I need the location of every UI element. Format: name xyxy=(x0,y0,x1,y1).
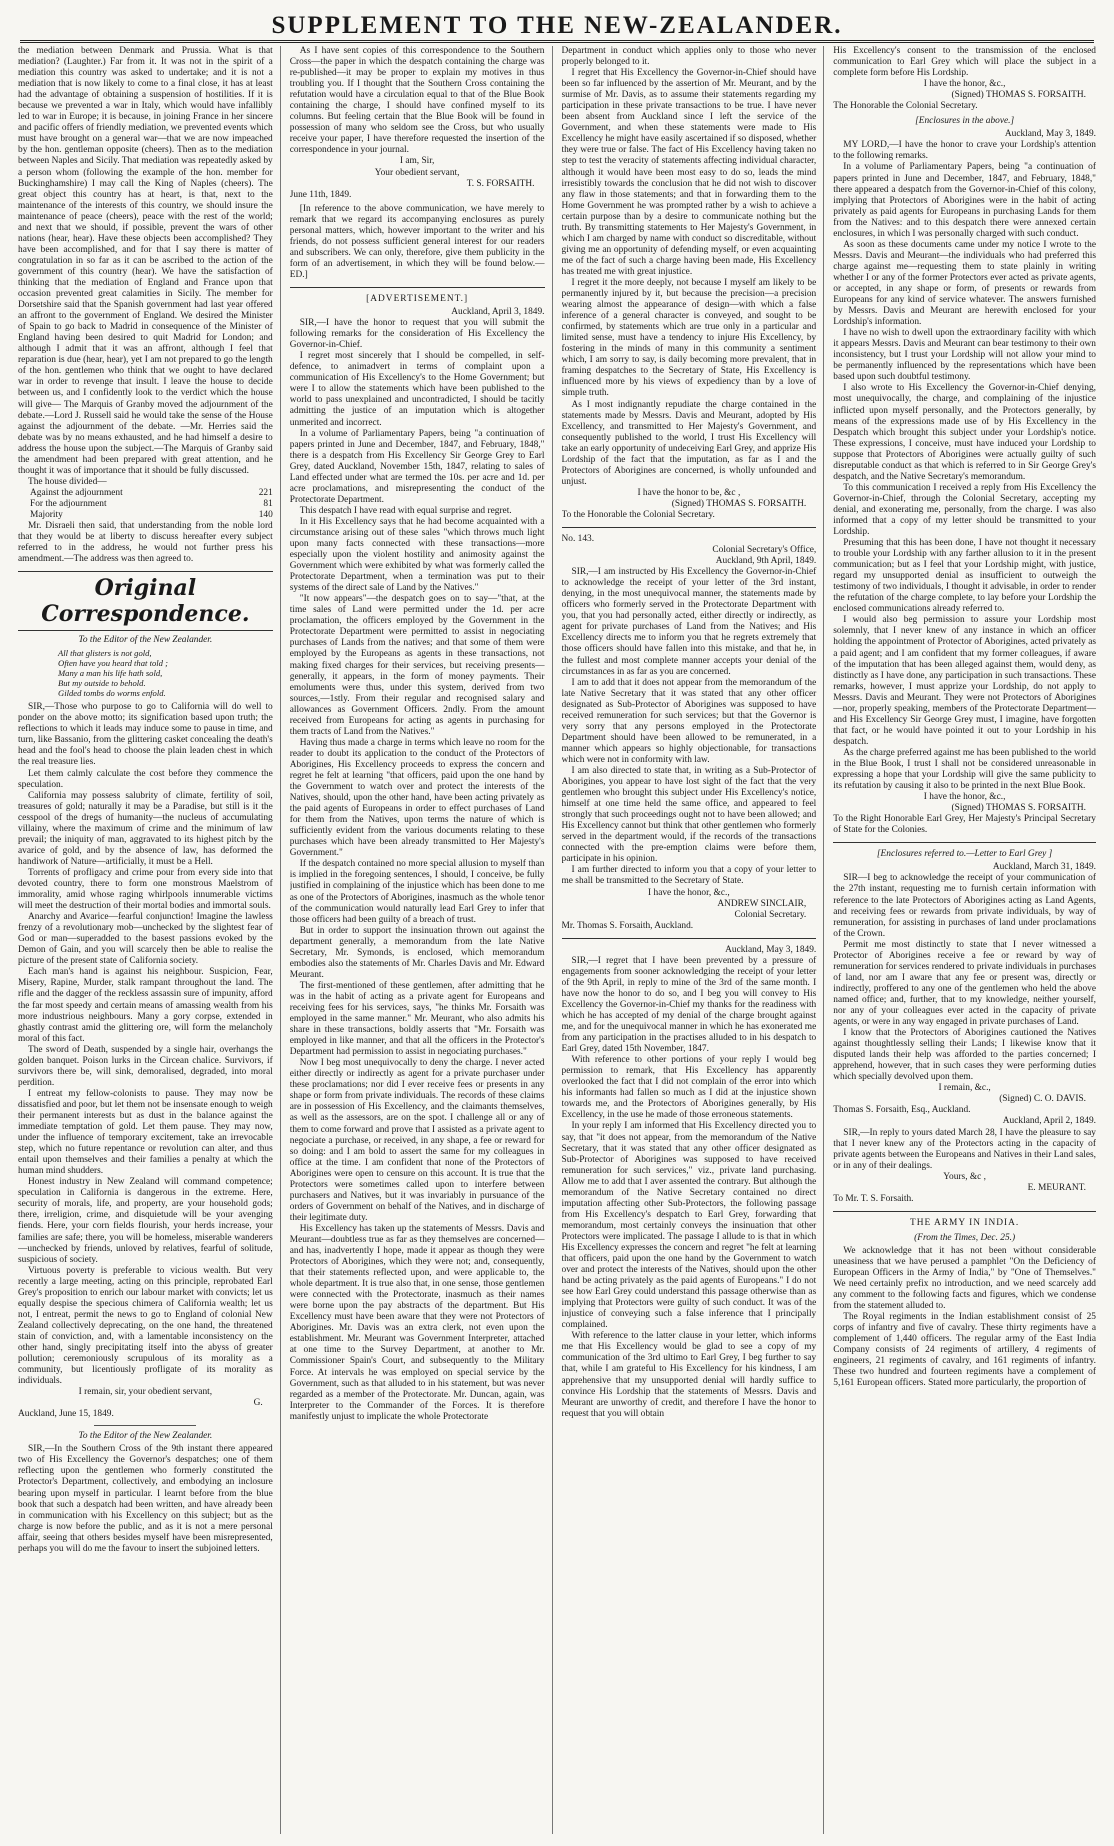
debate-paragraph: the mediation between Denmark and Prussia. What is that mediation? (Laughter.) Far from it. It was not in the spirit of a mediation this country was asked to undertake; and it is not a mediation that is now likely to come to a final close, it has at least had the advantage of obtaining a suspension of hostilities. If it is because we prevented a war in Italy, which would have infallibly led to war in Europe; it is because, in joining France in her sincere and pacific offers of friendly mediation, we prevented events which must have brought on a general war—that we are now impeached by the hon. gentleman opposite (cheers). Then as to the mediation between Naples and Sicily. That mediation was repeatedly asked by a person whom (following the example of the hon. member for Buckinghamshire) I may call the King of Naples (cheers). The great object this country has at heart, is that, next to the maintenance of the interests of this country, we should insure the maintenance of peace (cheers), peace with the rest of the world; and next that we should, if possible, prevent the wars of other nations (hear, hear). Have these objects been accomplished? They have been accomplished, and for that I say there is matter of congratulation in so far as it can be ascribed to the action of the government of this country (hear). We have the satisfaction of thinking that the mediation of England and France upon that occasion prevented great calamities in Sicily. The member for Dorsetshire said that the Spanish government had last year offered an affront to the government of England. We desired the Minister of Spain to go back to Madrid in consequence of the Minister of England having been desired to quit Madrid for London; and although I admit that it was an affront, although I feel that reparation is due (hear, hear), yet I am not prepared to go the length of the hon. gentlemen who think that we ought to have declared war in order to revenge that insult. I leave the house to decide between us, and I confidently look to the verdict which the house will give— The Marquis of Granby moved the adjournment of the debate.—Lord J. Russell said he would take the sense of the House against the adjournment of the debate. —Mr. Herries said the debate was by no means exhausted, and he had himself a desire to address the house upon the subject.—The Marquis of Granby said the amendment had been prepared with great attention, and he thought it was of importance that it should be fully discussed. xyxy=(18,46,273,476)
divider-rule xyxy=(562,938,817,939)
letter-closing: I have the honor, &c., xyxy=(648,887,730,898)
letter-paragraph: I entreat my fellow-colonists to pause. They may now be dissatisfied and poor, but let them not be insensate enough to weigh their permanent interests but as dust in the balance against the immediate temptation of gold. Let them pause. They may now, under the influence of temporary excitement, take an irrevocable step, which no future repentance or revolution can alter, and thus entail upon themselves and their families a penalty at which the human mind shudders. xyxy=(18,1088,273,1177)
letter-addressee: To the Editor of the New Zealander. xyxy=(78,635,213,646)
letter-paragraph: Department in conduct which applies only to those who never properly belonged to it. xyxy=(561,46,817,68)
enclosure-heading: [Enclosures in the above.] xyxy=(915,116,1015,127)
letter-paragraph: In a volume of Parliamentary Papers, being "a continuation of papers printed in June and December, 1847, and February, 1848," there appeared a despatch from the Governor-in-Chief of this colony, implying that Protectors of Aborigines were in the habit of acting privately as paid agents for Europeans in purchasing Lands for them from the Natives: and to this despatch there were annexed certain enclosures, in which I was personally charged with such conduct. xyxy=(833,162,1096,239)
letter-signature: E. MEURANT. xyxy=(1027,1182,1086,1193)
vote-value: 140 xyxy=(258,509,273,520)
letter-paragraph: As soon as these documents came under my notice I wrote to the Messrs. Davis and Meurant—the individuals who had preferred this charge against me—requesting them to state plainly in writing whether I or any of the former Protectors ever acted as private agents, or accepted, in any shape or form, of presents or rewards from Europeans for any kind of service whatever. The answers furnished by Messrs. Davis and Meurant are herewith enclosed for your Lordship's information. xyxy=(833,239,1096,328)
letter-recipient: To Mr. T. S. Forsaith. xyxy=(833,1193,914,1204)
letter-paragraph: I am to add that it does not appear from the memorandum of the late Native Secretary that it was stated that any other officer designated as Sub-Protector of Aborigines was supposed to have received remuneration for such services; but that the Governor is very sorry that any persons employed in the Protectorate Department should have been allowed to be remunerated, in a manner which appears so highly objectionable, for transactions which were not in conformity with law. xyxy=(561,677,817,765)
vote-value: 221 xyxy=(258,487,273,498)
letter-paragraph: As I have sent copies of this correspondence to the Southern Cross—the paper in which the despatch containing the charge was re-published—it may be proper to explain my motives in thus troubling you. If I thought that the Southern Cross containing the refutation would have a circulation equal to that of the Blue Book containing the charge, I should have confined myself to its columns. But feeling certain that the Blue Book will be found in possession of many who seldom see the Cross, but who usually receive your paper, I have therefore requested the insertion of the correspondence in your journal. xyxy=(289,46,545,156)
poem-line: Many a man his life hath sold, xyxy=(58,668,163,679)
letter-paragraph: Virtuous poverty is preferable to vicious wealth. But very recently a large meeting, acting on this principle, reprobated Earl Grey's proposition to enrich our labour market with convicts; let us equally despise the specious chimera of California wealth; let us not, I entreat, permit the news to go to England of colonial New Zealand collectively deprecating, on the one hand, the threatened stain of conviction, and, with a lamentable inconsistency on the other hand, singly precipitating itself into the abyss of greater pollution; ceremoniously scrupulous of its morality as a community, but licentiously profligate of its morality as individuals. xyxy=(18,1265,273,1387)
column-4 xyxy=(833,46,1096,1834)
letter-paragraph: I would also beg permission to assure your Lordship most solemnly, that I never knew of any instance in which an officer holding the appointment of Protector of Aborigines, acted privately as a paid agent; and I am confident that my former colleagues, if aware of the imputation that has been alleged against them, would deny, as distinctly as I have done, any participation in such transactions. These remarks, however, I must apprize your Lordship, do not apply to Messrs. Davis and Meurant. They were not Protectors of Aborigines—nor, properly speaking, members of the Protectorate Department—and His Excellency Sir George Grey must, I imagine, have forgotten that fact, or he would have pointed it out to your Lordship in his despatch. xyxy=(833,615,1096,747)
letter-paragraph: His Excellency has taken up the statements of Messrs. Davis and Meurant—doubtless true as far as they themselves are concerned—and has, inadvertently I hope, made it appear as though they were Protectors of Aborigines, which they were not; and, consequently, that their statements reflected upon, and were applicable to, the whole department. It is true also that, in one sense, those gentlemen were connected with the Protectorate, inasmuch as their names were borne upon the pay abstracts of the department. But His Excellency must have been aware that they were not Protectors of Aborigines. Mr. Davis was an extra clerk, not even upon the establishment. Mr. Meurant was Government Interpreter, attached at one time to the Survey Department, at another to Mr. Commissioner Spain's Court, and subsequently to the Military Force. At intervals he was employed on special service by the Government, such as that alluded to in his statement, but was never regarded as a member of the Protectorate. Mr. Duncan, again, was Interpreter to the Commander of the Forces. It is therefore manifestly unjust to implicate the whole Protectorate xyxy=(289,1223,545,1422)
letter-signature: (Signed) THOMAS S. FORSAITH. xyxy=(951,90,1086,101)
vote-label: For the adjournment xyxy=(30,498,107,509)
letter-paragraph: SIR,—I regret that I have been prevented by a pressure of engagements from sooner acknowledging the receipt of your letter of the 9th April, in reply to mine of the 3rd of the same month. I have now the honor to do so, and I beg you will convey to His Excellency the Governor-in-Chief my thanks for the readiness with which he has accepted of my denial of the charge brought against me, and for the unequivocal manner in which he has exonerated me from any participation in the practises alluded to in his despatch to Earl Grey, dated 15th November, 1847. xyxy=(561,955,817,1055)
letter-date: Auckland, June 15, 1849. xyxy=(18,1409,114,1420)
letter-date: Auckland, April 2, 1849. xyxy=(1002,1116,1096,1127)
vote-row-majority xyxy=(18,510,273,521)
letter-paragraph: In your reply I am informed that His Excellency directed you to say, that "it does not appear, from the memorandum of the Native Secretary, that it was stated that any other officer designated as Sub-Protector of Aborigines was supposed to have received remuneration for such services," viz., private land purchasing. Allow me to add that I aver assented the contrary. But although the memorandum of the Native Secretary contained no direct imputation affecting other Sub-Protectors, the following passage from His Excellency's despatch to Earl Grey, forwarding that memorandum, most certainly conveys the insinuation that other Protectors were implicated. The passage I allude to is that in which His Excellency expresses the concern and regret "he felt at learning that officers, paid upon the one hand by the Government to watch over and protect the interests of the Natives, should upon the other hand be acting privately as the paid agents of Europeans." I do not see how Earl Grey could understand this passage otherwise than as implying that Protectors were guilty of such conduct. It was of the injustice of conveying such a false inference that I principally complained. xyxy=(561,1121,817,1331)
masthead xyxy=(20,6,1094,43)
letter-paragraph: The first-mentioned of these gentlemen, after admitting that he was in the habit of acting as a private agent for Europeans and receiving fees for his services, says, "he thinks Mr. Forsaith was employed in the same manner." Mr. Meurant, who also admits his share in these transactions, boldly asserts that "Mr. Forsaith was employed in like manner, and that all the officers in the Protector's Department had permission to assist in negociating purchases." xyxy=(289,980,545,1058)
letter-date: Auckland, April 3, 1849. xyxy=(451,307,545,318)
advertisement-label: [ADVERTISEMENT.] xyxy=(366,293,469,304)
letter-recipient: To the Right Honorable Earl Grey, Her Majesty's Principal Secretary of State for the Colonies. xyxy=(833,814,1096,836)
letter-paragraph: Torrents of profligacy and crime pour from every side into that devoted country, there to form one monstrous Maelstrom of immorality, amid whose raging whirlpools innumerable victims will meet the destruction of their mortal bodies and immortal souls. xyxy=(18,867,273,912)
letter-recipient: To the Honorable the Colonial Secretary. xyxy=(561,509,715,520)
vote-row-against xyxy=(18,488,273,499)
letter-paragraph: Now I beg most unequivocally to deny the charge. I never acted either directly or indirectly as agent for a private purchaser under these proclamations; nor did I ever receive fees or presents in any shape or form from private individuals. The records of these claims are in possession of His Excellency, and the claimants themselves, as well as the assessors, are on the spot. I challenge all or any of them to come forward and prove that I assisted as a private agent to negociate a purchase, or received, in any shape, a fee or reward for so doing: and I am bold to assert the same for my colleagues in office at the time. I am confident that none of the Protectors of Aborigines were open to censure on this account. It is true that the Protectors were sometimes called upon to interfere between purchasers and Natives, but it was invariably in pursuance of the orders of Government on behalf of the Natives, and in discharge of their legitimate duty. xyxy=(289,1058,545,1223)
letter-paragraph: I regret most sincerely that I should be compelled, in self-defence, to animadvert in terms of complaint upon a communication of His Excellency's to the Home Government; but were I to allow the statements which have been published to the world to pass unexplained and uncontradicted, I should be tacitly admitting the justice of an imputation which is altogether unmerited and incorrect. xyxy=(289,351,545,428)
letter-signature: G. xyxy=(253,1398,263,1409)
letter-paragraph: The sword of Death, suspended by a single hair, overhangs the golden banquet. Poison lurks in the Circean chalice. Survivors, if survivors there be, will sink, demoralised, degraded, into moral perdition. xyxy=(18,1044,273,1088)
letter-closing: I remain, &c., xyxy=(938,1083,991,1094)
poem-line: Often have you heard that told ; xyxy=(58,658,168,669)
vote-row-for xyxy=(18,499,273,510)
letter-paragraph: I have no wish to dwell upon the extraordinary facility with which it appears Messrs. Davis and Meurant can bear testimony to their own inconsistency, but I trust your Lordship will not allow your mind to be permanently influenced by the representations which have been based upon such doubtful testimony. xyxy=(833,328,1096,383)
vote-value: 81 xyxy=(263,498,273,509)
letter-paragraph: Honest industry in New Zealand will command competence; speculation in California is dangerous in the extreme. Here, security of morals, life, and property, are your household gods; there, irreligion, crime, and disquietude will be your avenging fiends. Here, your corn fields flourish, your herds increase, your families are safe; there, you will be homeless, miserable wanderers—unchecked by friends, unloved by relatives, fearful of solitude, suspicious of society. xyxy=(18,1177,273,1265)
article-source: (From the Times, Dec. 25.) xyxy=(914,1232,1016,1243)
letter-closing: Your obedient servant, xyxy=(374,167,460,178)
letter-paragraph: SIR,—In reply to yours dated March 28, I have the pleasure to say that I never knew any of the Protectors acting in the capacity of private agents between the Europeans and Natives in their Land sales, or in any of their dealings. xyxy=(833,1127,1096,1171)
letter-date: Auckland, May 3, 1849. xyxy=(725,944,817,955)
letter-date: Auckland, March 31, 1849. xyxy=(992,862,1096,873)
poem-line: But my outside to behold. xyxy=(58,678,146,689)
letter-signature: T. S. FORSAITH. xyxy=(466,178,535,189)
divider-rule xyxy=(562,527,817,528)
divider-rule xyxy=(833,842,1096,843)
vote-label: Against the adjournment xyxy=(30,487,123,498)
letter-date: Auckland, May 3, 1849. xyxy=(1004,129,1096,140)
divider-rule xyxy=(290,287,545,288)
letter-paragraph: In a volume of Parliamentary Papers, being "a continuation of papers printed in June and December, 1847, and February, 1848," there is a despatch from His Excellency Sir George Grey to Earl Grey, dated Auckland, November 15th, 1847, relating to sales of Land effected under what are termed the 10s. per acre and 1d. per acre proclamations, and misrepresenting the conduct of the Protectorate Department. xyxy=(289,428,545,505)
letter-paragraph: "It now appears"—the despatch goes on to say—"that, at the time sales of Land were permitted under the 1d. per acre proclamation, the officers employed by the Government in the Protectorate Department were permitted to assist in negociating purchases of Lands from the natives; and that some of them were employed by the Europeans as agents in these transactions, not making fixed charges for their services, but receiving presents—generally, it appears, in the form of money payments. Their emoluments were thus, under this system, derived from two sources,—1stly. From their regular and recognised salary and allowances as Government Officers. 2ndly. From the amount received from Europeans for acting as agents in purchasing for them tracts of Land from the Natives." xyxy=(289,594,545,737)
letter-paragraph: SIR,—Those who purpose to go to California will do well to ponder on the above motto; its signification based upon truth; the reflections to which it leads may induce some to pause in time, and turn, like Bassanio, from the glittering casket concealing the death's head and the fool's head to choose the plain leaden chest in which the real treasure lies. xyxy=(18,702,273,768)
letter-paragraph: I know that the Protectors of Aborigines cautioned the Natives against thoughtlessly selling their Lands; I likewise know that it disputed lands their help was afforded to the parties concerned; I apprehend, however, that in such cases they were performing duties which specially devolved upon them. xyxy=(833,1028,1096,1083)
letter-paragraph: I also wrote to His Excellency the Governor-in-Chief denying, most unequivocally, the charge, and complaining of the injustice inflicted upon myself personally, and the Protectors generally, by means of the expressions made use of by His Excellency in the Despatch which brought this subject under your Lordship's notice. These expressions, I conceive, must have induced your Lordship to suppose that Protectors of Aborigines were actually guilty of such disreputable conduct as that which is referred to in Sir George Grey's despatch, and the Native Secretary's memorandum. xyxy=(833,383,1096,482)
letter-closing: I remain, sir, your obedient servant, xyxy=(78,1387,213,1398)
letter-paragraph: Each man's hand is against his neighbour. Suspicion, Fear, Misery, Rapine, Murder, stalk rampant throughout the land. The rifle and the dagger of the reckless assassin sure of impunity, afford the far most speedy and certain means of amassing wealth from his more industrious neighbours. Many a gory corpse, extended in ghastly contrast amid the glittering ore, will form the melancholy moral of this fact. xyxy=(18,967,273,1044)
poem-line: All that glisters is not gold, xyxy=(58,648,152,659)
letter-closing: Yours, &c , xyxy=(943,1171,987,1182)
letter-paragraph: I am also directed to state that, in writing as a Sub-Protector of Aborigines, you appear to have lost sight of the fact that the very gentlemen who brought this subject under His Excellency's notice, himself at one time held the same office, and appeared to feel strongly that such proceedings ought not to have been allowed; and His Excellency cannot but think that other gentlemen who formerly served in the department would, if the records of the transactions connected with the pre-emption claims were before them, participate in his opinion. xyxy=(561,766,817,865)
article-paragraph: The Royal regiments in the Indian establishment consist of 25 corps of infantry and five of cavalry. These thirty regiments have a complement of 1,440 officers. The regular army of the East India Company consists of 24 regiments of artillery, 4 regiments of engineers, 21 regiments of cavalry, and 161 regiments of infantry. These two hundred and fourteen regiments have a complement of 5,161 European officers. Stated more particularly, the proportion of xyxy=(833,1312,1096,1389)
letter-office: Colonial Secretary's Office, xyxy=(712,545,817,556)
letter-number: No. 143. xyxy=(561,534,595,545)
letter-paragraph: Let them calmly calculate the cost before they commence the speculation. xyxy=(18,768,273,790)
letter-paragraph: Having thus made a charge in terms which leave no room for the reader to doubt its application to the conduct of the Protectors of Aborigines, His Excellency proceeds to express the concern and regret he felt at learning "that officers, paid upon the one hand by the Government to watch over and protect the interests of the Natives, should, upon the other hand, have been acting privately as the paid agents of Europeans in order to effect purchases of Land for them from the Natives, upon terms the nature of which is sufficiently evident from the various documents relating to these purchases which have been already transmitted to Her Majesty's Government." xyxy=(289,737,545,859)
letter-paragraph: As I most indignantly repudiate the charge contained in the statements made by Messrs. Davis and Meurant, adopted by His Excellency, and transmitted to Her Majesty's Government, and consequently published to the world, I trust His Excellency will take an early opportunity of undeceiving Earl Grey, and apprize His Lordship of the fact that the imputation, as far as I and the Protectors of Aborigines are concerned, is wholly unfounded and unjust. xyxy=(561,399,817,487)
letter-paragraph: This despatch I have read with equal surprise and regret. xyxy=(299,505,512,516)
column-1 xyxy=(18,46,281,1834)
letter-paragraph: Anarchy and Avarice—fearful conjunction! Imagine the lawless frenzy of a revolutionary mob—unchecked by the slightest fear of God or man—superadded to the basest passions evoked by the Demon of Gain, and you will scarcely then be able to realise the picture of the present state of California society. xyxy=(18,912,273,967)
letter-paragraph: In it His Excellency says that he had become acquainted with a circumstance arising out of these sales "which throws much light upon many facts connected with these transactions—more especially upon the violent hostility and animosity against the Government which were exhibited by what was formerly called the Protectorate Department, when a termination was put to their systems of the direct sale of Land by the Natives." xyxy=(289,516,545,594)
letter-paragraph: I regret that His Excellency the Governor-in-Chief should have been so far influenced by the assertion of Mr. Meurant, and by the surmise of Mr. Davis, as to assume their statements regarding my participation in these private transactions to be true. I have never been absent from Auckland since I left the service of the Government, and when these statements were made to His Excellency he might have easily ascertained if so disposed, whether they were true or false. The fact of His Excellency having taken no step to test the veracity of statements affecting individual character, although it would have been most easy to do so, leads the mind irresistibly towards the conclusion that he did not wish to discover any flaw in those statements; and that in forwarding them to the Home Government he was prompted rather by a wish to achieve a certain purpose than by a desire to communicate nothing but the truth. By transmitting statements to Her Majesty's Government, in which I am charged by name with conduct so discreditable, without giving me an opportunity of defending myself, or even acquainting me of the fact of such a charge having been made, His Excellency has treated me with great injustice. xyxy=(561,68,817,277)
letter-closing: I have the honor, &c., xyxy=(923,792,1006,803)
column-2 xyxy=(290,46,553,1834)
letter-signature: ANDREW SINCLAIR, xyxy=(717,898,807,909)
epigraph-poem xyxy=(18,648,273,698)
letter-recipient: Mr. Thomas S. Forsaith, Auckland. xyxy=(561,920,694,931)
house-divided: The house divided— xyxy=(28,476,107,487)
poem-line: Gilded tombs do worms enfold. xyxy=(58,688,166,699)
columns xyxy=(18,46,1096,1834)
letter-signature: (Signed) C. O. DAVIS. xyxy=(999,1094,1086,1105)
letter-paragraph: But in order to support the insinuation thrown out against the department generally, a memorandum from the late Native Secretary, Mr. Symonds, is enclosed, which memorandum embodies also the statements of Mr. Charles Davis and Mr. Edward Meurant. xyxy=(289,925,545,980)
letter-paragraph: I regret it the more deeply, not because I myself am likely to be permanently injured by it, but because the precision—a precision wearing almost the appearance of design—with which a false inference of a general character is conveyed, and sought to be confirmed, by statements which are true only in a particular and limited sense, must have a tendency to injure His Excellency, by fostering in the minds of many in this community a sentiment which, I am sorry to say, is daily becoming more prevalent, that in framing despatches to the Secretary of State, His Excellency is influenced more by his views of expediency than by a love of simple truth. xyxy=(561,277,817,399)
letter-recipient: Thomas S. Forsaith, Esq., Auckland. xyxy=(833,1105,971,1116)
debate-paragraph: Mr. Disraeli then said, that understanding from the noble lord that they would be at liberty to discuss hereafter every subject referred to in the address, he would not further press his amendment.—The address was then agreed to. xyxy=(18,521,273,565)
vote-label: Majority xyxy=(30,509,63,520)
article-paragraph: We acknowledge that it has not been without considerable uneasiness that we have perused a pamphlet "On the Deficiency of European Officers in the Army of India," by "One of Themselves." We need certainly prefix no introduction, and we need scarcely add any comment to the following facts and figures, which we condense from the statement alluded to. xyxy=(833,1245,1096,1312)
letter-paragraph: Permit me most distinctly to state that I never witnessed a Protector of Aborigines receive a fee or reward by way of remuneration for services rendered to private individuals in purchases of land, nor am I aware that any fee or present was, directly or indirectly, proffered to any one of the gentlemen who held the above named office; and, further, that to my knowledge, neither yourself, nor any of your colleagues ever acted in the capacity of private agents, or were in any way engaged in private purchases of Land. xyxy=(833,939,1096,1028)
letter-paragraph: SIR,—I have the honor to request that you will submit the following remarks for the consideration of His Excellency the Governor-in-Chief. xyxy=(289,318,545,351)
letter-paragraph: SIR—I beg to acknowledge the receipt of your communication of the 27th instant, requesting me to furnish certain information with reference to the late Protectors of Aborigines acting as Land Agents, and receiving fees or rewards from private individuals, by way of remuneration, for assisting in purchases of land under proclamations of the Crown. xyxy=(833,873,1096,939)
letter-signature: (Signed) THOMAS S. FORSAITH. xyxy=(951,803,1086,814)
letter-paragraph: With reference to the latter clause in your letter, which informs me that His Excellency would be glad to see a copy of my communication of the 3rd ultimo to Earl Grey, I beg further to say that, while I am grateful to His Excellency for his kindness, I am apprehensive that my unsupported denial will hardly suffice to convince His Lordship that the statements of Messrs. Davis and Meurant are unworthy of credit, and therefore I have the honor to request that you will obtain xyxy=(561,1331,817,1419)
masthead-title: SUPPLEMENT TO THE NEW-ZEALANDER. xyxy=(271,12,843,39)
letter-closing: I have the honor to be, &c , xyxy=(637,487,741,498)
letter-signature-title: Colonial Secretary. xyxy=(734,909,807,920)
divider-rule xyxy=(94,1425,196,1426)
letter-paragraph: MY LORD,—I have the honor to crave your Lordship's attention to the following remarks. xyxy=(833,140,1096,162)
letter-paragraph: If the despatch contained no more special allusion to myself than is implied in the foregoing sentences, I should, I conceive, be fully justified in complaining of the injustice which has been done to me as one of the Protectors of Aborigines, inasmuch as the whole tenor of the communication would naturally lead Earl Grey to infer that those officers had been guilty of a breach of trust. xyxy=(289,859,545,925)
section-heading: Original Correspondence. xyxy=(18,571,273,631)
article-heading: THE ARMY IN INDIA. xyxy=(909,1217,1020,1228)
letter-date: June 11th, 1849. xyxy=(289,189,352,200)
letter-paragraph: As the charge preferred against me has been published to the world in the Blue Book, I trust I shall not be considered unreasonable in expressing a hope that your Lordship will give the same publicity to its refutation by causing it also to be printed in the next Blue Book. xyxy=(833,747,1096,792)
letter-paragraph: California may possess salubrity of climate, fertility of soil, treasures of gold; naturally it may be a Paradise, but still is it the cesspool of the dregs of humanity—the nucleus of accumulating villainy, where the maximum of crime and the minimum of law prevail; the iniquity of man, aggravated to its highest pitch by the avarice of gold, and by the absence of law, has deformed the handiwork of Nature—artificially, it must be a Hell. xyxy=(18,790,273,867)
enclosure-heading: [Enclosures referred to.—Letter to Earl Grey ] xyxy=(876,849,1053,860)
letter-signature: (Signed) THOMAS S. FORSAITH. xyxy=(671,498,807,509)
letter-date: Auckland, 9th April, 1849. xyxy=(715,556,817,567)
letter-paragraph: SIR,—I am instructed by His Excellency the Governor-in-Chief to acknowledge the receipt of your letter of the 3rd instant, denying, in the most unequivocal manner, the statements made by officers who formerly served in the Protectorate Department with you, that you had personally acted, either directly or indirectly, as agent for private purchases of Land from the Natives; and His Excellency directs me to inform you that he regrets extremely that those officers should have fallen into this mistake, and that he, in the fullest and most complete manner accepts your denial of the circumstances in as far as you are concerned. xyxy=(561,567,817,677)
letter-recipient: The Honorable the Colonial Secretary. xyxy=(833,101,978,112)
column-3 xyxy=(562,46,825,1834)
letter-paragraph: SIR,—In the Southern Cross of the 9th instant there appeared two of His Excellency the Governor's despatches; one of them reflecting upon the gentlemen who formerly constituted the Protector's Department, collectively, and embodying an inclosure bearing upon myself in particular. I learnt before from the blue book that such a despatch had been written, and have already been in communication with his Excellency on this subject; but as the charge is now before the public, and as it is not a mere personal affair, seeing that others besides myself have been misrepresented, perhaps you will do me the favour to insert the subjoined letters. xyxy=(18,1444,273,1554)
letter-paragraph: Presuming that this has been done, I have not thought it necessary to trouble your Lordship with any farther allusion to it in the present communication; but as I feel that your Lordship might, with justice, regard my unsupported denial as insufficient to outweigh the testimony of two individuals, I thought it advisable, in order to render the refutation of the charge complete, to lay before your Lordship the enclosed communications already referred to. xyxy=(833,538,1096,615)
letter-paragraph: To this communication I received a reply from His Excellency the Governor-in-Chief, through the Colonial Secretary, accepting my denial, and exonerating me, personally, from the charge. I was also informed that a copy of my letter should be transmitted to your Lordship. xyxy=(833,482,1096,538)
letter-closing: I have the honor, &c., xyxy=(923,79,1006,90)
letter-closing: I am, Sir, xyxy=(399,156,435,167)
letter-paragraph: I am further directed to inform you that a copy of your letter to me shall be transmitted to the Secretary of State. xyxy=(561,865,817,887)
letter-paragraph: His Excellency's consent to the transmission of the enclosed communication to Earl Grey which will place the subject in a complete form before His Lordship. xyxy=(833,46,1096,79)
letter-addressee: To the Editor of the New Zealander. xyxy=(78,1431,213,1442)
divider-rule xyxy=(833,1211,1096,1212)
letter-paragraph: With reference to other portions of your reply I would beg permission to remark, that His Excellency has apparently overlooked the fact that I did not complain of the error into which his informants had fallen so much as I did at the injustice shown towards me, and the Protectors of Aborigines generally, by His Excellency, in the use he made of those erroneous statements. xyxy=(561,1055,817,1121)
editor-note: [In reference to the above communication, we have merely to remark that we regard its accompanying enclosures as purely personal matters, which, however important to the writer and his friends, do not possess sufficient general interest for our readers and subscribers. We can only, therefore, give them publicity in the form of an advertisement, in which they will be found below.—ED.] xyxy=(289,203,545,280)
